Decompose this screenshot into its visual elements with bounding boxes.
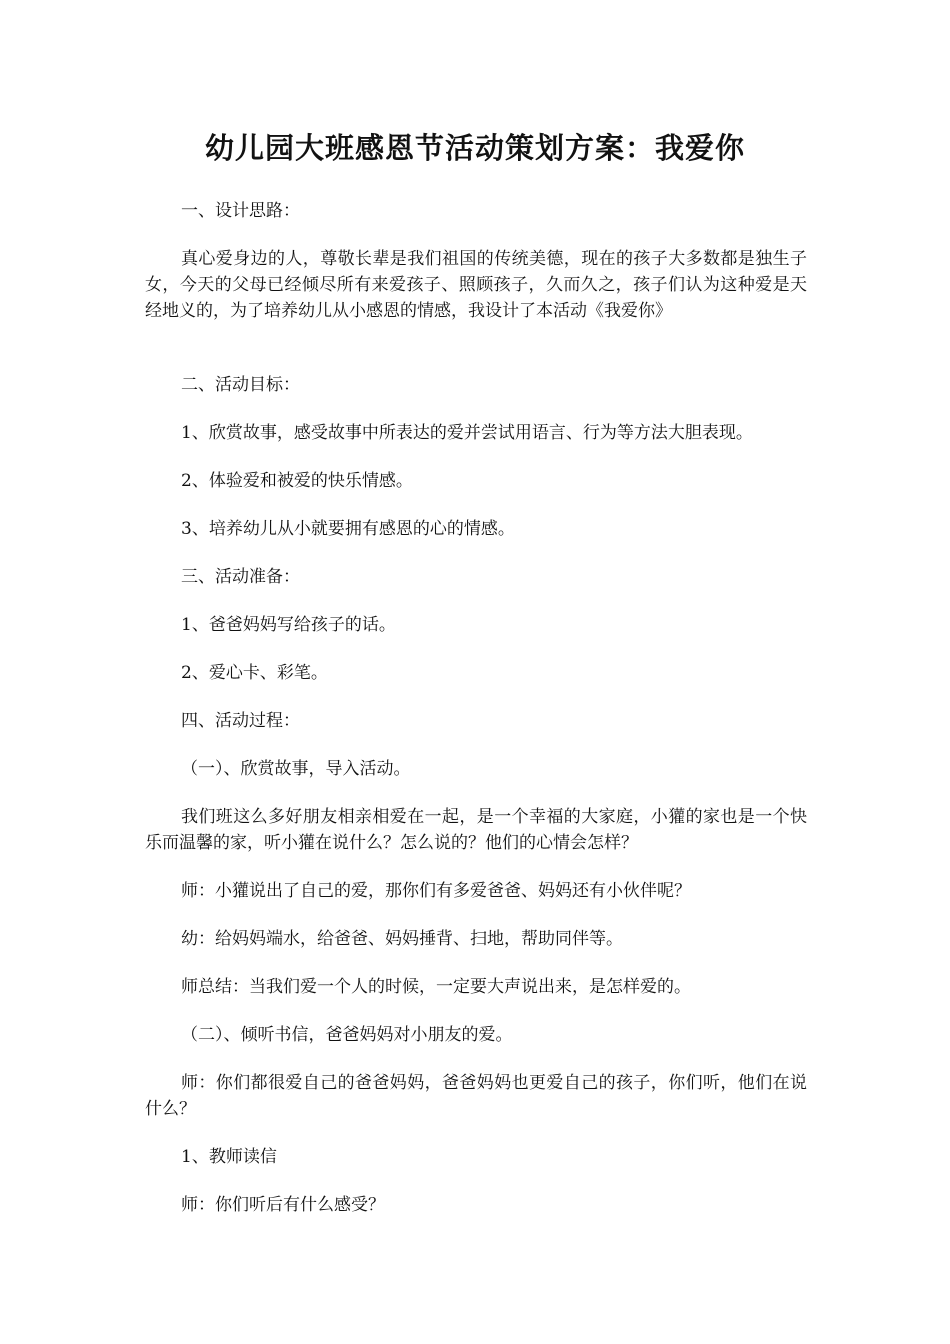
section-heading-process: 四、活动过程： [181,711,300,731]
section-heading-design: 一、设计思路： [181,201,300,221]
section-heading-preparation: 三、活动准备： [181,567,300,587]
teacher-summary: 师总结：当我们爱一个人的时候，一定要大声说出来，是怎样爱的。 [181,977,691,997]
section-heading-goals: 二、活动目标： [181,375,300,395]
document-body [145,198,807,1240]
preparation-item-1: 1、爸爸妈妈写给孩子的话。 [181,615,396,635]
child-answer: 幼：给妈妈端水，给爸爸、妈妈捶背、扫地，帮助同伴等。 [181,929,623,949]
letter-step-1: 1、教师读信 [181,1147,277,1167]
goal-item-3: 3、培养幼儿从小就要拥有感恩的心的情感。 [181,519,515,539]
goal-item-1: 1、欣赏故事，感受故事中所表达的爱并尝试用语言、行为等方法大胆表现。 [181,423,753,443]
process-step-2-heading: （二）、倾听书信，爸爸妈妈对小朋友的爱。 [181,1025,513,1045]
teacher-question: 师：小獾说出了自己的爱，那你们有多爱爸爸、妈妈还有小伙伴呢？ [181,881,691,901]
teacher-letter-intro: 师：你们都很爱自己的爸爸妈妈，爸爸妈妈也更爱自己的孩子，你们听，他们在说什么？ [145,1073,807,1119]
process-story-paragraph: 我们班这么多好朋友相亲相爱在一起，是一个幸福的大家庭，小獾的家也是一个快乐而温馨的家，听小獾在说什么？怎么说的？他们的心情会怎样？ [145,807,807,853]
preparation-item-2: 2、爱心卡、彩笔。 [181,663,328,683]
document-title: 幼儿园大班感恩节活动策划方案：我爱你 [204,131,745,165]
teacher-feeling-question: 师：你们听后有什么感受？ [181,1195,385,1215]
process-step-1-heading: （一）、欣赏故事，导入活动。 [181,759,411,779]
goal-item-2: 2、体验爱和被爱的快乐情感。 [181,471,413,491]
paragraph-design-idea: 真心爱身边的人，尊敬长辈是我们祖国的传统美德，现在的孩子大多数都是独生子女，今天的父母已经倾尽所有来爱孩子、照顾孩子，久而久之，孩子们认为这种爱是天经地义的，为了培养幼儿从小感恩的情感，我设计了本活动《我爱你》 [145,249,807,321]
